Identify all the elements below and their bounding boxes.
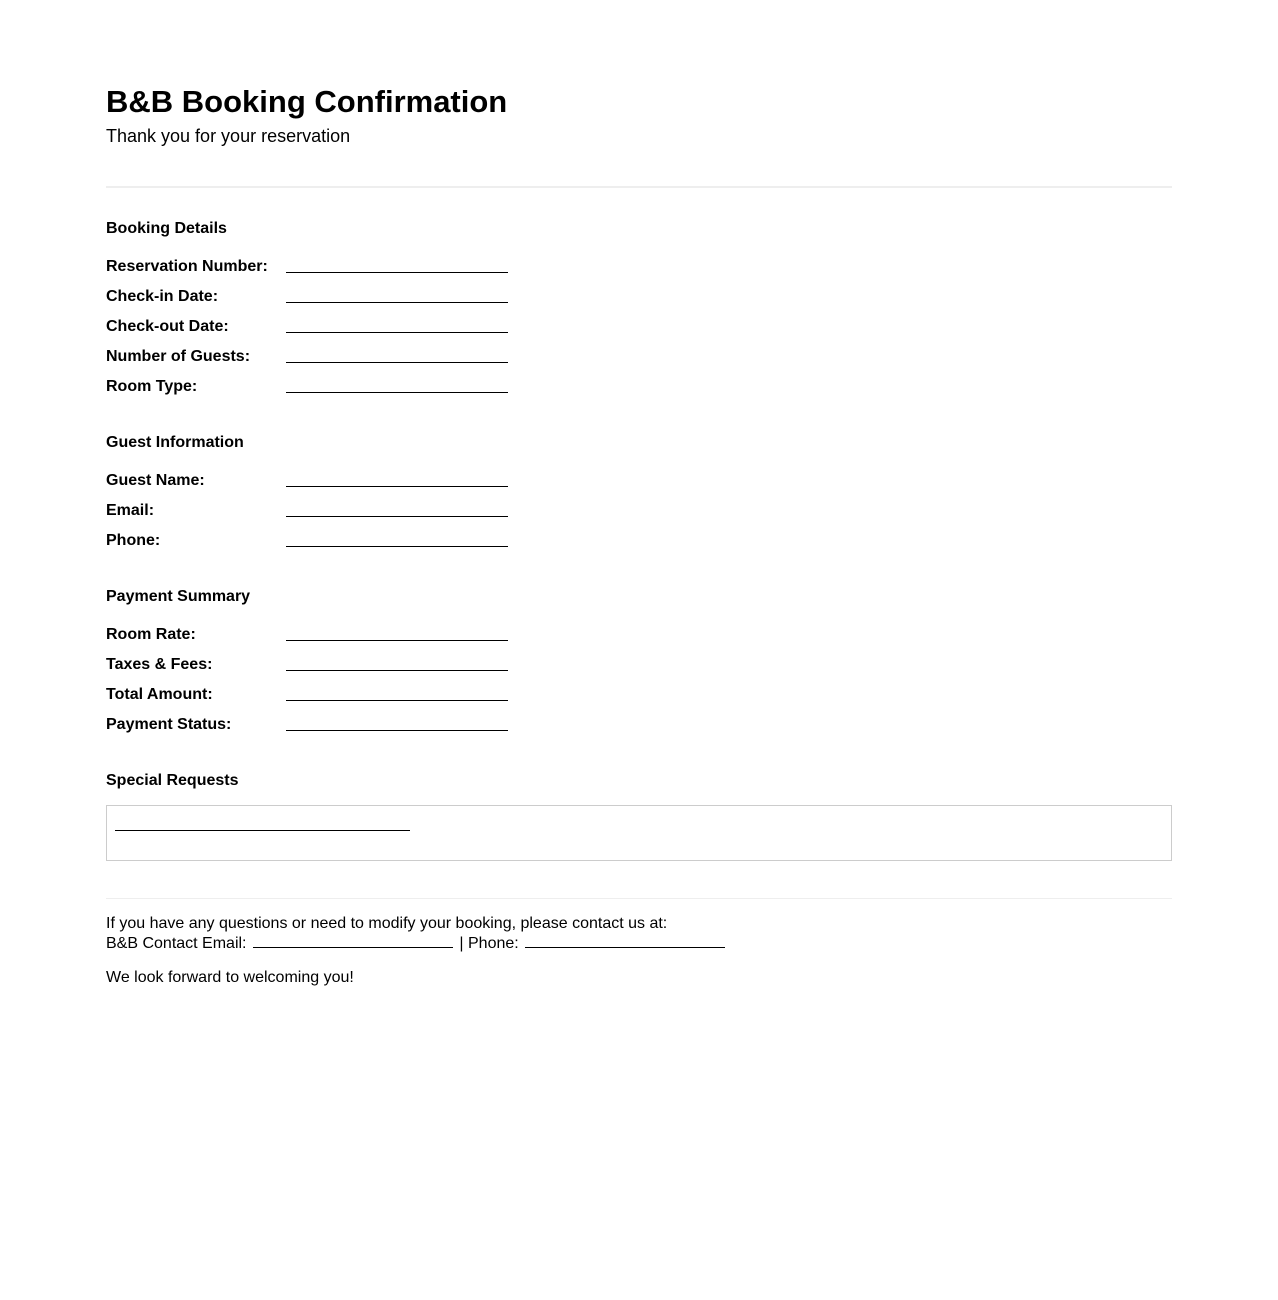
page-subtitle: Thank you for your reservation: [106, 126, 351, 146]
reservation-number-row: [106, 257, 526, 279]
check-in-date-field[interactable]: [286, 302, 508, 303]
header-divider: [106, 186, 1172, 188]
phone-row: [106, 531, 526, 553]
total-amount-row: [106, 685, 526, 707]
special-requests-field[interactable]: [115, 830, 410, 831]
guest-name-field[interactable]: [286, 486, 508, 487]
email-field[interactable]: [286, 516, 508, 517]
check-out-date-row: [106, 317, 526, 339]
booking-details-heading: Booking Details: [106, 220, 227, 237]
room-type-row: [106, 377, 526, 399]
contact-phone-blank[interactable]: [525, 933, 725, 948]
room-rate-field[interactable]: [286, 640, 508, 641]
check-in-date-label: Check-in Date:: [106, 288, 219, 305]
room-type-field[interactable]: [286, 392, 508, 393]
guest-name-label: Guest Name:: [106, 472, 205, 489]
total-amount-field[interactable]: [286, 700, 508, 701]
contact-intro: If you have any questions or need to modify your booking, please contact us at:: [106, 915, 668, 932]
check-in-date-row: [106, 287, 526, 309]
number-of-guests-label: Number of Guests:: [106, 348, 251, 365]
contact-line: [106, 933, 727, 953]
footer-divider: [106, 898, 1172, 899]
guest-information-heading: Guest Information: [106, 434, 244, 451]
payment-summary-heading: Payment Summary: [106, 588, 251, 605]
check-out-date-field[interactable]: [286, 332, 508, 333]
taxes-fees-row: [106, 655, 526, 677]
contact-email-label: B&B Contact Email:: [106, 935, 247, 952]
room-type-label: Room Type:: [106, 378, 198, 395]
room-rate-row: [106, 625, 526, 647]
contact-phone-label: | Phone:: [459, 935, 519, 952]
reservation-number-label: Reservation Number:: [106, 258, 268, 275]
taxes-fees-label: Taxes & Fees:: [106, 656, 213, 673]
phone-field[interactable]: [286, 546, 508, 547]
taxes-fees-field[interactable]: [286, 670, 508, 671]
email-row: [106, 501, 526, 523]
phone-label: Phone:: [106, 532, 161, 549]
check-out-date-label: Check-out Date:: [106, 318, 229, 335]
payment-status-field[interactable]: [286, 730, 508, 731]
reservation-number-field[interactable]: [286, 272, 508, 273]
payment-status-label: Payment Status:: [106, 716, 232, 733]
number-of-guests-field[interactable]: [286, 362, 508, 363]
payment-status-row: [106, 715, 526, 737]
special-requests-box[interactable]: [106, 805, 1172, 861]
guest-name-row: [106, 471, 526, 493]
room-rate-label: Room Rate:: [106, 626, 196, 643]
number-of-guests-row: [106, 347, 526, 369]
contact-email-blank[interactable]: [253, 933, 453, 948]
page-title: B&B Booking Confirmation: [106, 84, 508, 119]
email-label: Email:: [106, 502, 155, 519]
closing-message: We look forward to welcoming you!: [106, 969, 354, 986]
special-requests-heading: Special Requests: [106, 772, 239, 789]
total-amount-label: Total Amount:: [106, 686, 213, 703]
